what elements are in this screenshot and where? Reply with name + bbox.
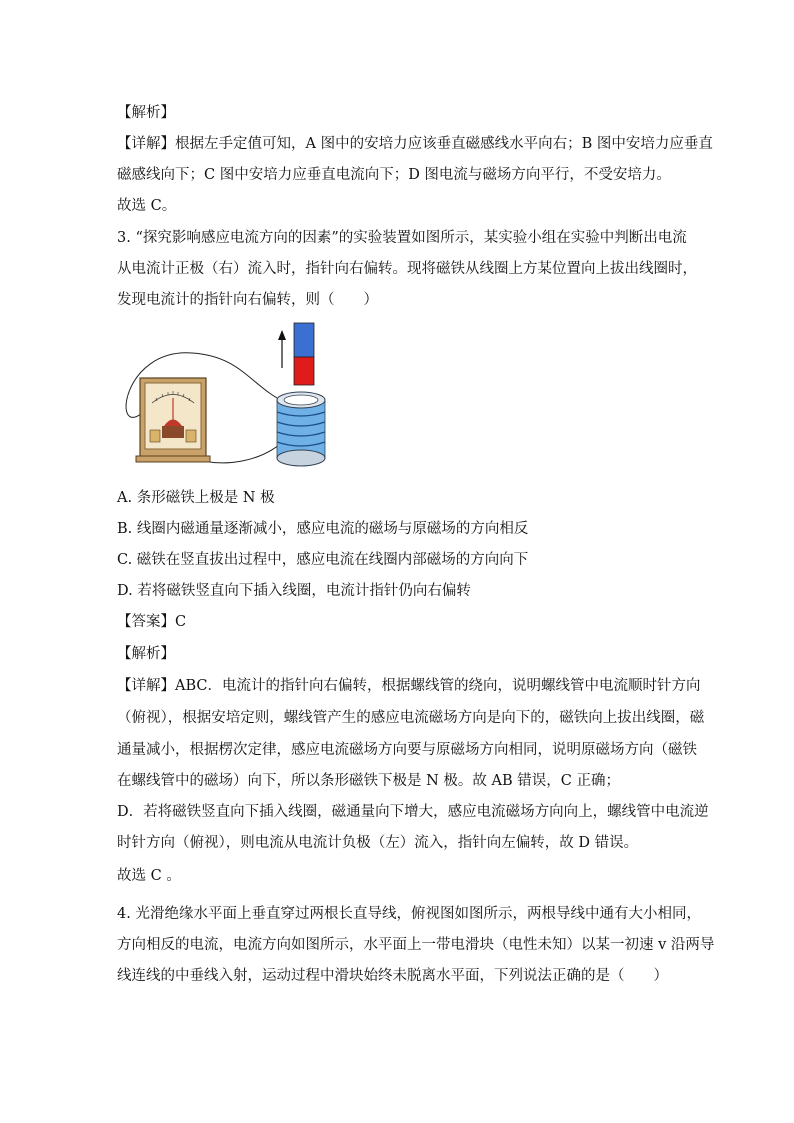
option-d: D. 若将磁铁竖直向下插入线圈，电流计指针仍向右偏转 — [117, 583, 471, 599]
question-stem-line: 3. “探究影响感应电流方向的因素”的实验装置如图所示，某实验小组在实验中判断出电流 — [117, 230, 687, 246]
detail-line: 【详解】根据左手定值可知，A 图中的安培力应该垂直磁感线水平向右；B 图中安培力应垂直 — [117, 136, 713, 152]
question-stem-line: 方向相反的电流，电流方向如图所示，水平面上一带电滑块（电性未知）以某一初速 v 沿两导 — [117, 937, 715, 953]
question-stem-line: 从电流计正极（右）流入时，指针向右偏转。现将磁铁从线圈上方某位置向上拔出线圈时， — [117, 261, 697, 277]
detail-line: （俯视），根据安培定则，螺线管产生的感应电流磁场方向是向下的，磁铁向上拔出线圈，磁 — [117, 710, 705, 726]
detail-line: 【详解】ABC．电流计的指针向右偏转，根据螺线管的绕向，说明螺线管中电流顺时针方向 — [117, 678, 701, 694]
detail-line: 通量减小，根据楞次定律，感应电流磁场方向要与原磁场方向相同，说明原磁场方向（磁铁 — [117, 742, 697, 758]
analysis-label: 【解析】 — [117, 105, 175, 121]
galvanometer — [136, 378, 210, 462]
detail-line: 时针方向（俯视），则电流从电流计负极（左）流入，指针向左偏转，故 D 错误。 — [117, 835, 639, 851]
question-stem-line: 发现电流计的指针向右偏转，则（ ） — [117, 292, 378, 308]
bar-magnet — [294, 323, 314, 385]
option-b: B. 线圈内磁通量逐渐减小，感应电流的磁场与原磁场的方向相反 — [117, 521, 529, 537]
detail-line: 磁感线向下；C 图中安培力应垂直电流向下；D 图电流与磁场方向平行，不受安培力。 — [117, 167, 671, 183]
analysis-label: 【解析】 — [117, 646, 175, 662]
option-c: C. 磁铁在竖直拔出过程中，感应电流在线圈内部磁场的方向向下 — [117, 552, 529, 568]
experiment-figure — [112, 318, 342, 478]
question-stem-line: 4. 光滑绝缘水平面上垂直穿过两根长直导线，俯视图如图所示，两根导线中通有大小相同， — [117, 906, 701, 922]
conclusion: 故选 C。 — [117, 198, 177, 214]
solenoid-coil — [277, 392, 325, 466]
answer: 【答案】C — [117, 614, 187, 630]
detail-line: D．若将磁铁竖直向下插入线圈，磁通量向下增大，感应电流磁场方向向上，螺线管中电流逆 — [117, 804, 709, 820]
conclusion: 故选 C 。 — [117, 868, 181, 884]
up-arrow-icon — [278, 330, 286, 368]
detail-line: 在螺线管中的磁场）向下，所以条形磁铁下极是 N 极。故 AB 错误，C 正确； — [117, 773, 620, 789]
question-stem-line: 线连线的中垂线入射，运动过程中滑块始终未脱离水平面，下列说法正确的是（ ） — [117, 968, 668, 984]
option-a: A. 条形磁铁上极是 N 极 — [117, 490, 275, 506]
